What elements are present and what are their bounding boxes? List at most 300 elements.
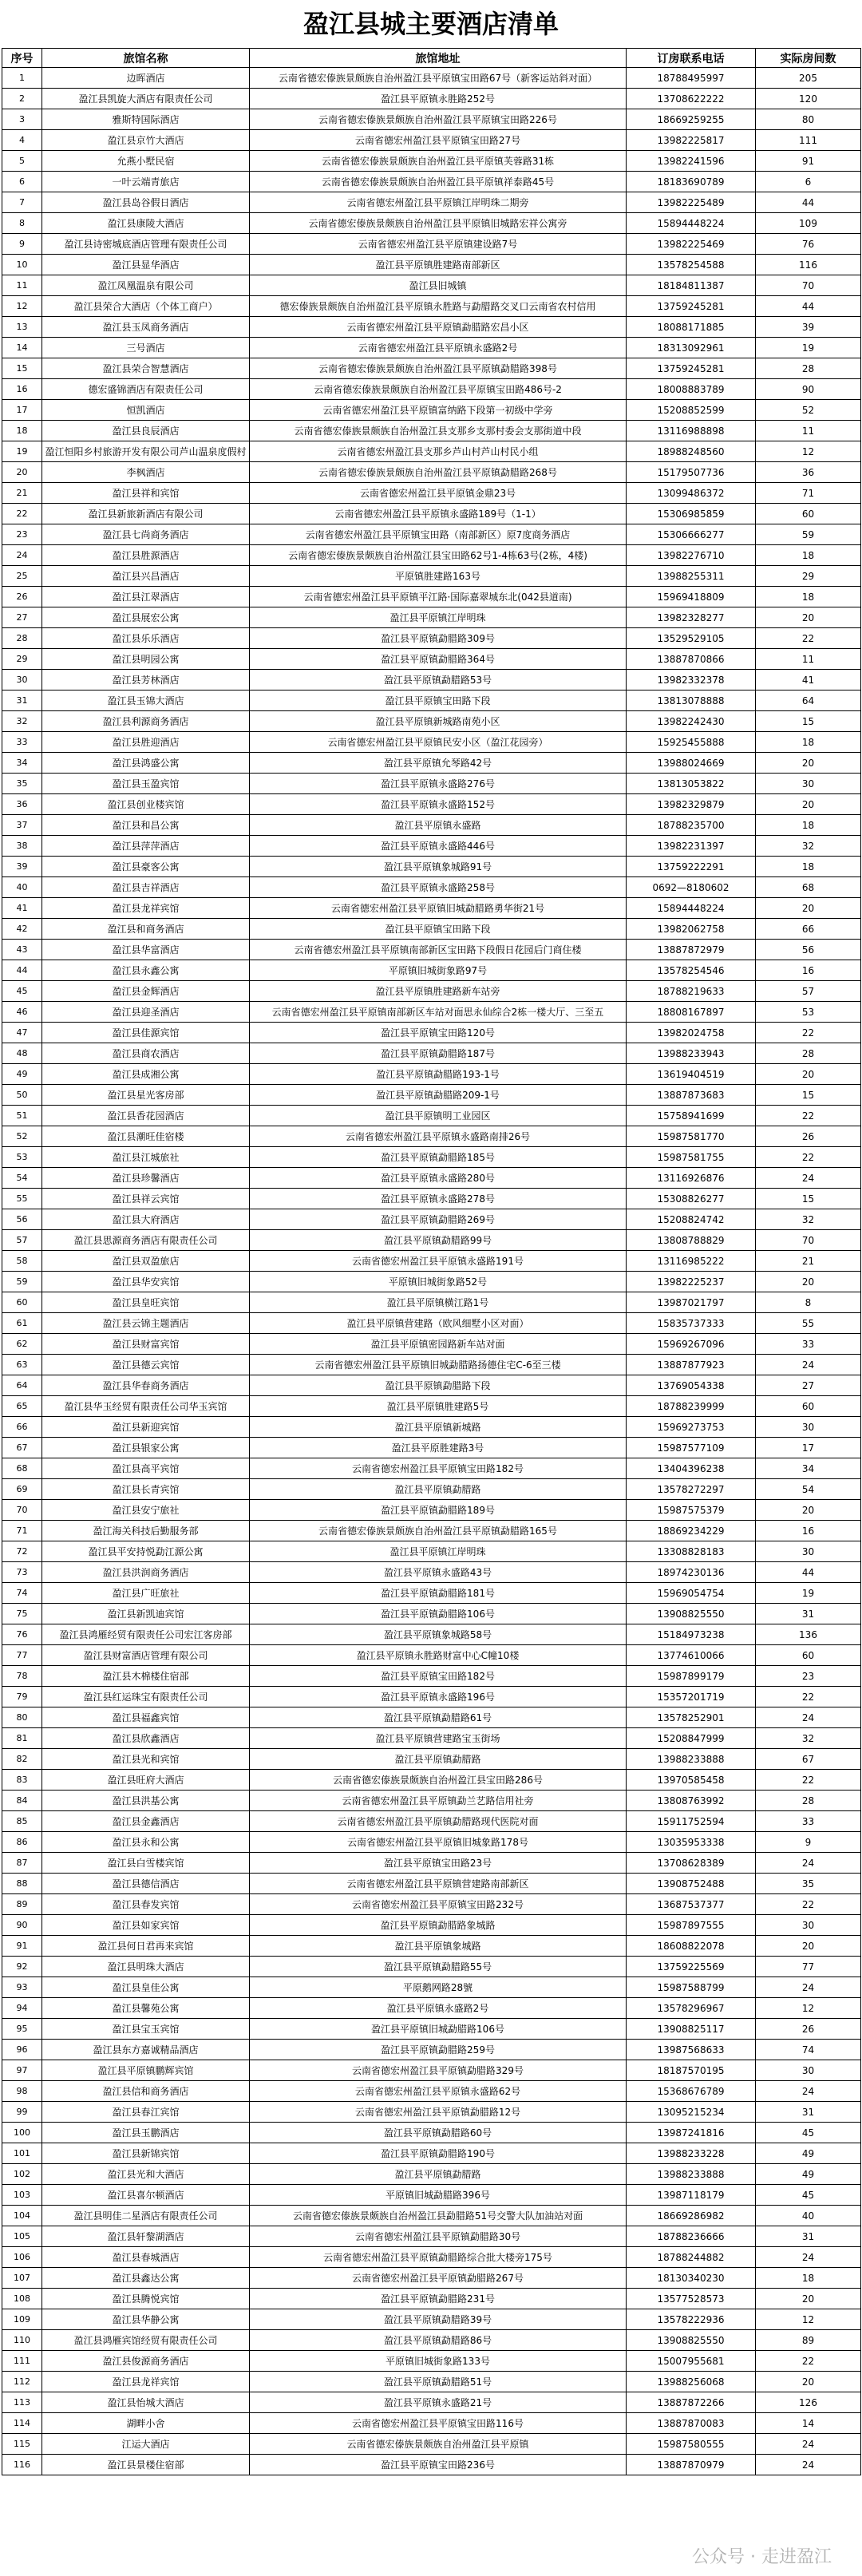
cell-seq: 24 <box>2 545 42 566</box>
cell-address: 云南省德宏州盈江县平原镇勐腊路现代医院对面 <box>250 1811 627 1832</box>
cell-rooms: 54 <box>756 1479 861 1500</box>
cell-seq: 43 <box>2 940 42 960</box>
cell-address: 盈江县平原镇勐腊路下段 <box>250 1375 627 1396</box>
table-row <box>2 317 861 338</box>
cell-address: 云南省德宏州盈江县平原镇勐腊路综合批大楼旁175号 <box>250 2247 627 2268</box>
cell-seq: 62 <box>2 1334 42 1355</box>
cell-address: 盈江县平原镇横江路1号 <box>250 1292 627 1313</box>
table-row <box>2 524 861 545</box>
cell-rooms: 20 <box>756 1272 861 1292</box>
cell-address: 盈江县平原镇旧城勐腊路106号 <box>250 2019 627 2040</box>
table-row <box>2 1396 861 1417</box>
cell-rooms: 109 <box>756 213 861 234</box>
cell-phone: 15987581770 <box>627 1126 756 1147</box>
cell-seq: 94 <box>2 1998 42 2019</box>
table-row <box>2 1334 861 1355</box>
table-row <box>2 690 861 711</box>
cell-rooms: 20 <box>756 753 861 774</box>
cell-seq: 8 <box>2 213 42 234</box>
cell-name: 盈江县利源商务酒店 <box>42 711 250 732</box>
table-row <box>2 628 861 649</box>
cell-name: 盈江县芳林酒店 <box>42 670 250 690</box>
cell-name: 盈江县金辉酒店 <box>42 981 250 1002</box>
cell-name: 盈江县腾悦宾馆 <box>42 2289 250 2309</box>
cell-name: 盈江县高平宾馆 <box>42 1458 250 1479</box>
cell-phone: 13982231397 <box>627 836 756 857</box>
cell-rooms: 30 <box>756 2060 861 2081</box>
cell-phone: 13578296967 <box>627 1998 756 2019</box>
cell-rooms: 24 <box>756 1707 861 1728</box>
cell-name: 盈江县洪基公寓 <box>42 1791 250 1811</box>
cell-name: 盈江县俊源商务酒店 <box>42 2351 250 2372</box>
cell-phone: 18187570195 <box>627 2060 756 2081</box>
table-row <box>2 877 861 898</box>
cell-rooms: 26 <box>756 1126 861 1147</box>
table-row <box>2 960 861 981</box>
cell-name: 盈江县江翠酒店 <box>42 587 250 607</box>
cell-phone: 18974230136 <box>627 1562 756 1583</box>
cell-seq: 64 <box>2 1375 42 1396</box>
cell-address: 盈江县平原镇密园路新车站对面 <box>250 1334 627 1355</box>
cell-seq: 9 <box>2 234 42 255</box>
cell-address: 云南省德宏州盈江县平原镇江岸明珠二期旁 <box>250 192 627 213</box>
cell-seq: 70 <box>2 1500 42 1521</box>
cell-address: 盈江县平原镇永盛路2号 <box>250 1998 627 2019</box>
cell-rooms: 35 <box>756 1874 861 1894</box>
cell-rooms: 80 <box>756 109 861 130</box>
cell-phone: 13988233943 <box>627 1043 756 1064</box>
cell-rooms: 66 <box>756 919 861 940</box>
cell-rooms: 12 <box>756 441 861 462</box>
cell-address: 云南省德宏州盈江县平原镇旧城象路178号 <box>250 1832 627 1853</box>
cell-name: 盈江县光和大酒店 <box>42 2164 250 2185</box>
cell-address: 云南省德宏州盈江县平原镇平江路·国际嘉翠城东北(042县道南) <box>250 587 627 607</box>
cell-address: 云南省德宏州盈江县平原镇南部新区车站对面思永仙综合2栋一楼大厅、三至五 <box>250 1002 627 1023</box>
cell-rooms: 56 <box>756 940 861 960</box>
cell-address: 云南省德宏州盈江县平原镇永盛路2号 <box>250 338 627 358</box>
cell-seq: 25 <box>2 566 42 587</box>
cell-seq: 41 <box>2 898 42 919</box>
cell-rooms: 28 <box>756 358 861 379</box>
cell-phone: 13529529105 <box>627 628 756 649</box>
cell-address: 云南省德宏州盈江县平原镇宝田路27号 <box>250 130 627 151</box>
cell-name: 盈江县广旺旅社 <box>42 1583 250 1604</box>
table-row <box>2 1894 861 1915</box>
cell-seq: 55 <box>2 1189 42 1209</box>
table-row <box>2 1230 861 1251</box>
cell-rooms: 34 <box>756 1458 861 1479</box>
table-row <box>2 1002 861 1023</box>
cell-name: 盈江恒阳乡村旅游开发有限公司芦山温泉度假村 <box>42 441 250 462</box>
cell-rooms: 30 <box>756 1915 861 1936</box>
cell-name: 盈江县萍萍酒店 <box>42 836 250 857</box>
cell-seq: 76 <box>2 1624 42 1645</box>
cell-phone: 13908825550 <box>627 1604 756 1624</box>
cell-phone: 13982225237 <box>627 1272 756 1292</box>
cell-phone: 13987118179 <box>627 2185 756 2206</box>
cell-phone: 13982242430 <box>627 711 756 732</box>
cell-phone: 13708622222 <box>627 89 756 109</box>
cell-seq: 33 <box>2 732 42 753</box>
cell-seq: 112 <box>2 2372 42 2392</box>
table-body <box>2 68 861 2475</box>
cell-address: 云南省德宏州盈江县平原镇旧城勐腊路扬德住宅C-6至三楼 <box>250 1355 627 1375</box>
cell-name: 盈江县轩黎湖酒店 <box>42 2226 250 2247</box>
cell-phone: 15987575379 <box>627 1500 756 1521</box>
table-row <box>2 1604 861 1624</box>
cell-phone: 13759225569 <box>627 1957 756 1977</box>
cell-phone: 13988233888 <box>627 1749 756 1770</box>
cell-address: 云南省德宏州盈江县平原镇勐腊路329号 <box>250 2060 627 2081</box>
cell-address: 盈江县平原镇营建路宝玉街场 <box>250 1728 627 1749</box>
cell-name: 盈江凤凰温泉有限公司 <box>42 275 250 296</box>
cell-name: 盈江县永和公寓 <box>42 1832 250 1853</box>
cell-address: 盈江县平原镇象城路58号 <box>250 1624 627 1645</box>
cell-rooms: 24 <box>756 1168 861 1189</box>
cell-rooms: 111 <box>756 130 861 151</box>
cell-address: 盈江县平原镇新城路 <box>250 1417 627 1438</box>
cell-name: 盈江县光和宾馆 <box>42 1749 250 1770</box>
cell-phone: 18988248560 <box>627 441 756 462</box>
cell-seq: 40 <box>2 877 42 898</box>
cell-phone: 15007955681 <box>627 2351 756 2372</box>
cell-rooms: 33 <box>756 1334 861 1355</box>
cell-name: 盈江县思源商务酒店有限责任公司 <box>42 1230 250 1251</box>
cell-phone: 15987581755 <box>627 1147 756 1168</box>
cell-rooms: 28 <box>756 1043 861 1064</box>
table-row <box>2 1064 861 1085</box>
cell-name: 盈江县京竹大酒店 <box>42 130 250 151</box>
cell-rooms: 18 <box>756 2268 861 2289</box>
table-row <box>2 1957 861 1977</box>
cell-name: 盈江县景楼住宿部 <box>42 2455 250 2475</box>
cell-seq: 10 <box>2 255 42 275</box>
cell-seq: 44 <box>2 960 42 981</box>
cell-rooms: 41 <box>756 670 861 690</box>
cell-name: 盈江县鸿雁经贸有限责任公司宏江客房部 <box>42 1624 250 1645</box>
cell-rooms: 9 <box>756 1832 861 1853</box>
cell-rooms: 44 <box>756 1562 861 1583</box>
cell-address: 盈江县平原镇永盛路152号 <box>250 794 627 815</box>
cell-seq: 116 <box>2 2455 42 2475</box>
cell-rooms: 24 <box>756 2081 861 2102</box>
cell-seq: 90 <box>2 1915 42 1936</box>
cell-seq: 17 <box>2 400 42 421</box>
cell-seq: 28 <box>2 628 42 649</box>
table-row <box>2 649 861 670</box>
cell-seq: 80 <box>2 1707 42 1728</box>
cell-seq: 45 <box>2 981 42 1002</box>
cell-address: 德宏傣族景颇族自治州盈江县平原镇永胜路与勐腊路交叉口云南省农村信用 <box>250 296 627 317</box>
cell-rooms: 49 <box>756 2143 861 2164</box>
cell-rooms: 32 <box>756 1728 861 1749</box>
cell-rooms: 44 <box>756 296 861 317</box>
cell-address: 盈江县平原镇永盛路196号 <box>250 1687 627 1707</box>
cell-seq: 7 <box>2 192 42 213</box>
cell-phone: 13116985222 <box>627 1251 756 1272</box>
cell-name: 盈江县华富酒店 <box>42 940 250 960</box>
cell-name: 盈江县龙祥宾馆 <box>42 2372 250 2392</box>
cell-seq: 74 <box>2 1583 42 1604</box>
cell-seq: 106 <box>2 2247 42 2268</box>
cell-name: 盈江县宝玉宾馆 <box>42 2019 250 2040</box>
cell-phone: 13887870866 <box>627 649 756 670</box>
table-row <box>2 732 861 753</box>
cell-name: 盈江县金鑫酒店 <box>42 1811 250 1832</box>
cell-seq: 101 <box>2 2143 42 2164</box>
cell-phone: 13759245281 <box>627 296 756 317</box>
cell-name: 盈江县皇旺宾馆 <box>42 1292 250 1313</box>
table-row <box>2 857 861 877</box>
cell-rooms: 89 <box>756 2330 861 2351</box>
cell-seq: 110 <box>2 2330 42 2351</box>
cell-seq: 12 <box>2 296 42 317</box>
cell-address: 盈江县平原胜建路3号 <box>250 1438 627 1458</box>
cell-name: 李枫酒店 <box>42 462 250 483</box>
cell-seq: 93 <box>2 1977 42 1998</box>
cell-name: 盈江县华静公寓 <box>42 2309 250 2330</box>
cell-name: 盈江县荣合智慧酒店 <box>42 358 250 379</box>
cell-seq: 27 <box>2 607 42 628</box>
table-row <box>2 151 861 172</box>
cell-phone: 13578254546 <box>627 960 756 981</box>
cell-seq: 32 <box>2 711 42 732</box>
cell-seq: 68 <box>2 1458 42 1479</box>
cell-rooms: 67 <box>756 1749 861 1770</box>
cell-address: 云南省德宏傣族景颇族自治州盈江县平原镇勐腊路398号 <box>250 358 627 379</box>
cell-phone: 13116926876 <box>627 1168 756 1189</box>
cell-rooms: 15 <box>756 711 861 732</box>
cell-address: 盈江县平原镇勐腊路39号 <box>250 2309 627 2330</box>
cell-address: 盈江县平原镇宝田路23号 <box>250 1853 627 1874</box>
cell-name: 盈江县明佳二星酒店有限责任公司 <box>42 2206 250 2226</box>
cell-seq: 108 <box>2 2289 42 2309</box>
cell-name: 盈江县岛谷假日酒店 <box>42 192 250 213</box>
cell-rooms: 31 <box>756 2102 861 2123</box>
cell-name: 盈江县康陵大酒店 <box>42 213 250 234</box>
table-row <box>2 1936 861 1957</box>
table-row <box>2 1458 861 1479</box>
cell-phone: 13759245281 <box>627 358 756 379</box>
cell-rooms: 20 <box>756 2372 861 2392</box>
table-row <box>2 275 861 296</box>
cell-name: 盈江县皇佳公寓 <box>42 1977 250 1998</box>
cell-address: 云南省德宏傣族景颇族自治州盈江县平原镇宝田路226号 <box>250 109 627 130</box>
table-row <box>2 670 861 690</box>
cell-address: 平原镇旧城街象路52号 <box>250 1272 627 1292</box>
table-row <box>2 1168 861 1189</box>
table-row <box>2 1874 861 1894</box>
cell-rooms: 6 <box>756 172 861 192</box>
cell-phone: 18183690789 <box>627 172 756 192</box>
cell-name: 盈江县胜源酒店 <box>42 545 250 566</box>
cell-name: 盈江县和商务酒店 <box>42 919 250 940</box>
cell-name: 盈江县豪客公寓 <box>42 857 250 877</box>
table-row <box>2 1106 861 1126</box>
cell-phone: 13887870083 <box>627 2413 756 2434</box>
cell-seq: 53 <box>2 1147 42 1168</box>
cell-rooms: 136 <box>756 1624 861 1645</box>
cell-seq: 105 <box>2 2226 42 2247</box>
cell-phone: 13982225489 <box>627 192 756 213</box>
cell-phone: 13095215234 <box>627 2102 756 2123</box>
cell-phone: 13813078888 <box>627 690 756 711</box>
cell-name: 盈江县德云宾馆 <box>42 1355 250 1375</box>
table-row <box>2 1417 861 1438</box>
cell-rooms: 44 <box>756 192 861 213</box>
table-row <box>2 172 861 192</box>
cell-rooms: 19 <box>756 1583 861 1604</box>
table-row <box>2 1023 861 1043</box>
cell-phone: 15925455888 <box>627 732 756 753</box>
cell-address: 平原镇旧城勐腊路396号 <box>250 2185 627 2206</box>
table-row <box>2 234 861 255</box>
cell-seq: 71 <box>2 1521 42 1541</box>
cell-name: 盈江县白雪楼宾馆 <box>42 1853 250 1874</box>
table-row <box>2 2226 861 2247</box>
cell-name: 盈江县显华酒店 <box>42 255 250 275</box>
table-row <box>2 400 861 421</box>
table-row <box>2 1645 861 1666</box>
cell-rooms: 39 <box>756 317 861 338</box>
cell-rooms: 64 <box>756 690 861 711</box>
table-row <box>2 1791 861 1811</box>
table-row <box>2 981 861 1002</box>
cell-phone: 18788239999 <box>627 1396 756 1417</box>
cell-address: 云南省德宏州盈江县平原镇宝田路182号 <box>250 1458 627 1479</box>
cell-seq: 22 <box>2 504 42 524</box>
cell-seq: 87 <box>2 1853 42 1874</box>
cell-phone: 13982062758 <box>627 919 756 940</box>
cell-seq: 16 <box>2 379 42 400</box>
table-row <box>2 1624 861 1645</box>
table-row <box>2 2268 861 2289</box>
cell-rooms: 55 <box>756 1313 861 1334</box>
cell-address: 云南省德宏州盈江县平原镇富纳路下段第一初级中学旁 <box>250 400 627 421</box>
cell-seq: 73 <box>2 1562 42 1583</box>
cell-rooms: 8 <box>756 1292 861 1313</box>
table-row <box>2 441 861 462</box>
cell-rooms: 120 <box>756 89 861 109</box>
table-row <box>2 1832 861 1853</box>
cell-rooms: 24 <box>756 1977 861 1998</box>
cell-phone: 13887870979 <box>627 2455 756 2475</box>
cell-name: 盈江县财富宾馆 <box>42 1334 250 1355</box>
table-row <box>2 1375 861 1396</box>
cell-rooms: 59 <box>756 524 861 545</box>
cell-phone: 0692—8180602 <box>627 877 756 898</box>
cell-address: 盈江县平原镇宝田路下段 <box>250 919 627 940</box>
cell-address: 云南省德宏州盈江县平原镇建设路7号 <box>250 234 627 255</box>
cell-phone: 15368676789 <box>627 2081 756 2102</box>
table-row <box>2 2372 861 2392</box>
cell-address: 盈江县平原镇勐腊路364号 <box>250 649 627 670</box>
table-row <box>2 1728 861 1749</box>
table-row <box>2 836 861 857</box>
cell-rooms: 24 <box>756 1355 861 1375</box>
table-row <box>2 1583 861 1604</box>
cell-phone: 13988255311 <box>627 566 756 587</box>
cell-address: 盈江县平原镇允琴路42号 <box>250 753 627 774</box>
cell-rooms: 16 <box>756 960 861 981</box>
table-row <box>2 2143 861 2164</box>
table-row <box>2 2102 861 2123</box>
cell-seq: 88 <box>2 1874 42 1894</box>
cell-rooms: 71 <box>756 483 861 504</box>
cell-rooms: 49 <box>756 2164 861 2185</box>
cell-phone: 13982332378 <box>627 670 756 690</box>
cell-phone: 13908752488 <box>627 1874 756 1894</box>
cell-address: 云南省德宏傣族景颇族自治州盈江县平原镇 <box>250 2434 627 2455</box>
cell-rooms: 17 <box>756 1438 861 1458</box>
cell-address: 盈江县平原镇江岸明珠 <box>250 607 627 628</box>
table-row <box>2 815 861 836</box>
cell-phone: 13988233888 <box>627 2164 756 2185</box>
cell-address: 云南省德宏州盈江县平原镇勐腊路267号 <box>250 2268 627 2289</box>
cell-address: 云南省德宏傣族景颇族自治州盈江县支那乡支那村委会支那街道中段 <box>250 421 627 441</box>
cell-rooms: 45 <box>756 2123 861 2143</box>
cell-phone: 13708628389 <box>627 1853 756 1874</box>
cell-rooms: 74 <box>756 2040 861 2060</box>
cell-rooms: 116 <box>756 255 861 275</box>
cell-seq: 1 <box>2 68 42 89</box>
table-row <box>2 130 861 151</box>
table-row <box>2 1479 861 1500</box>
cell-name: 盈江县玉凤商务酒店 <box>42 317 250 338</box>
cell-rooms: 30 <box>756 1417 861 1438</box>
cell-name: 盈江县明珠大酒店 <box>42 1957 250 1977</box>
cell-name: 盈江县鸿盛公寓 <box>42 753 250 774</box>
cell-name: 盈江县双盈旅店 <box>42 1251 250 1272</box>
cell-address: 盈江县平原镇永胜路252号 <box>250 89 627 109</box>
cell-phone: 18184811387 <box>627 275 756 296</box>
cell-rooms: 20 <box>756 607 861 628</box>
cell-name: 盈江县胜迎酒店 <box>42 732 250 753</box>
cell-phone: 13970585458 <box>627 1770 756 1791</box>
cell-name: 盈江县华玉经贸有限责任公司华玉宾馆 <box>42 1396 250 1417</box>
cell-seq: 66 <box>2 1417 42 1438</box>
cell-seq: 11 <box>2 275 42 296</box>
cell-seq: 95 <box>2 2019 42 2040</box>
cell-rooms: 22 <box>756 1894 861 1915</box>
table-row <box>2 607 861 628</box>
header-name: 旅馆名称 <box>42 49 250 68</box>
cell-address: 云南省德宏州盈江县平原镇永盛路191号 <box>250 1251 627 1272</box>
cell-address: 盈江县平原镇胜建路新车站旁 <box>250 981 627 1002</box>
table-row <box>2 2351 861 2372</box>
cell-address: 云南省德宏州盈江县平原镇勐腊路宏昌小区 <box>250 317 627 338</box>
cell-seq: 13 <box>2 317 42 338</box>
table-row <box>2 296 861 317</box>
cell-phone: 13987241816 <box>627 2123 756 2143</box>
table-row <box>2 774 861 794</box>
cell-address: 盈江县平原镇永胜路财富中心C幢10楼 <box>250 1645 627 1666</box>
cell-address: 云南省德宏州盈江县平原镇宝田路（南部新区）原7度商务酒店 <box>250 524 627 545</box>
cell-seq: 63 <box>2 1355 42 1375</box>
cell-rooms: 70 <box>756 1230 861 1251</box>
cell-name: 盈江县和昌公寓 <box>42 815 250 836</box>
cell-seq: 57 <box>2 1230 42 1251</box>
cell-seq: 29 <box>2 649 42 670</box>
cell-seq: 36 <box>2 794 42 815</box>
cell-rooms: 22 <box>756 1770 861 1791</box>
table-row <box>2 483 861 504</box>
cell-address: 盈江县平原镇永盛路258号 <box>250 877 627 898</box>
cell-phone: 13988024669 <box>627 753 756 774</box>
cell-phone: 15758941699 <box>627 1106 756 1126</box>
cell-rooms: 29 <box>756 566 861 587</box>
cell-phone: 13887872979 <box>627 940 756 960</box>
